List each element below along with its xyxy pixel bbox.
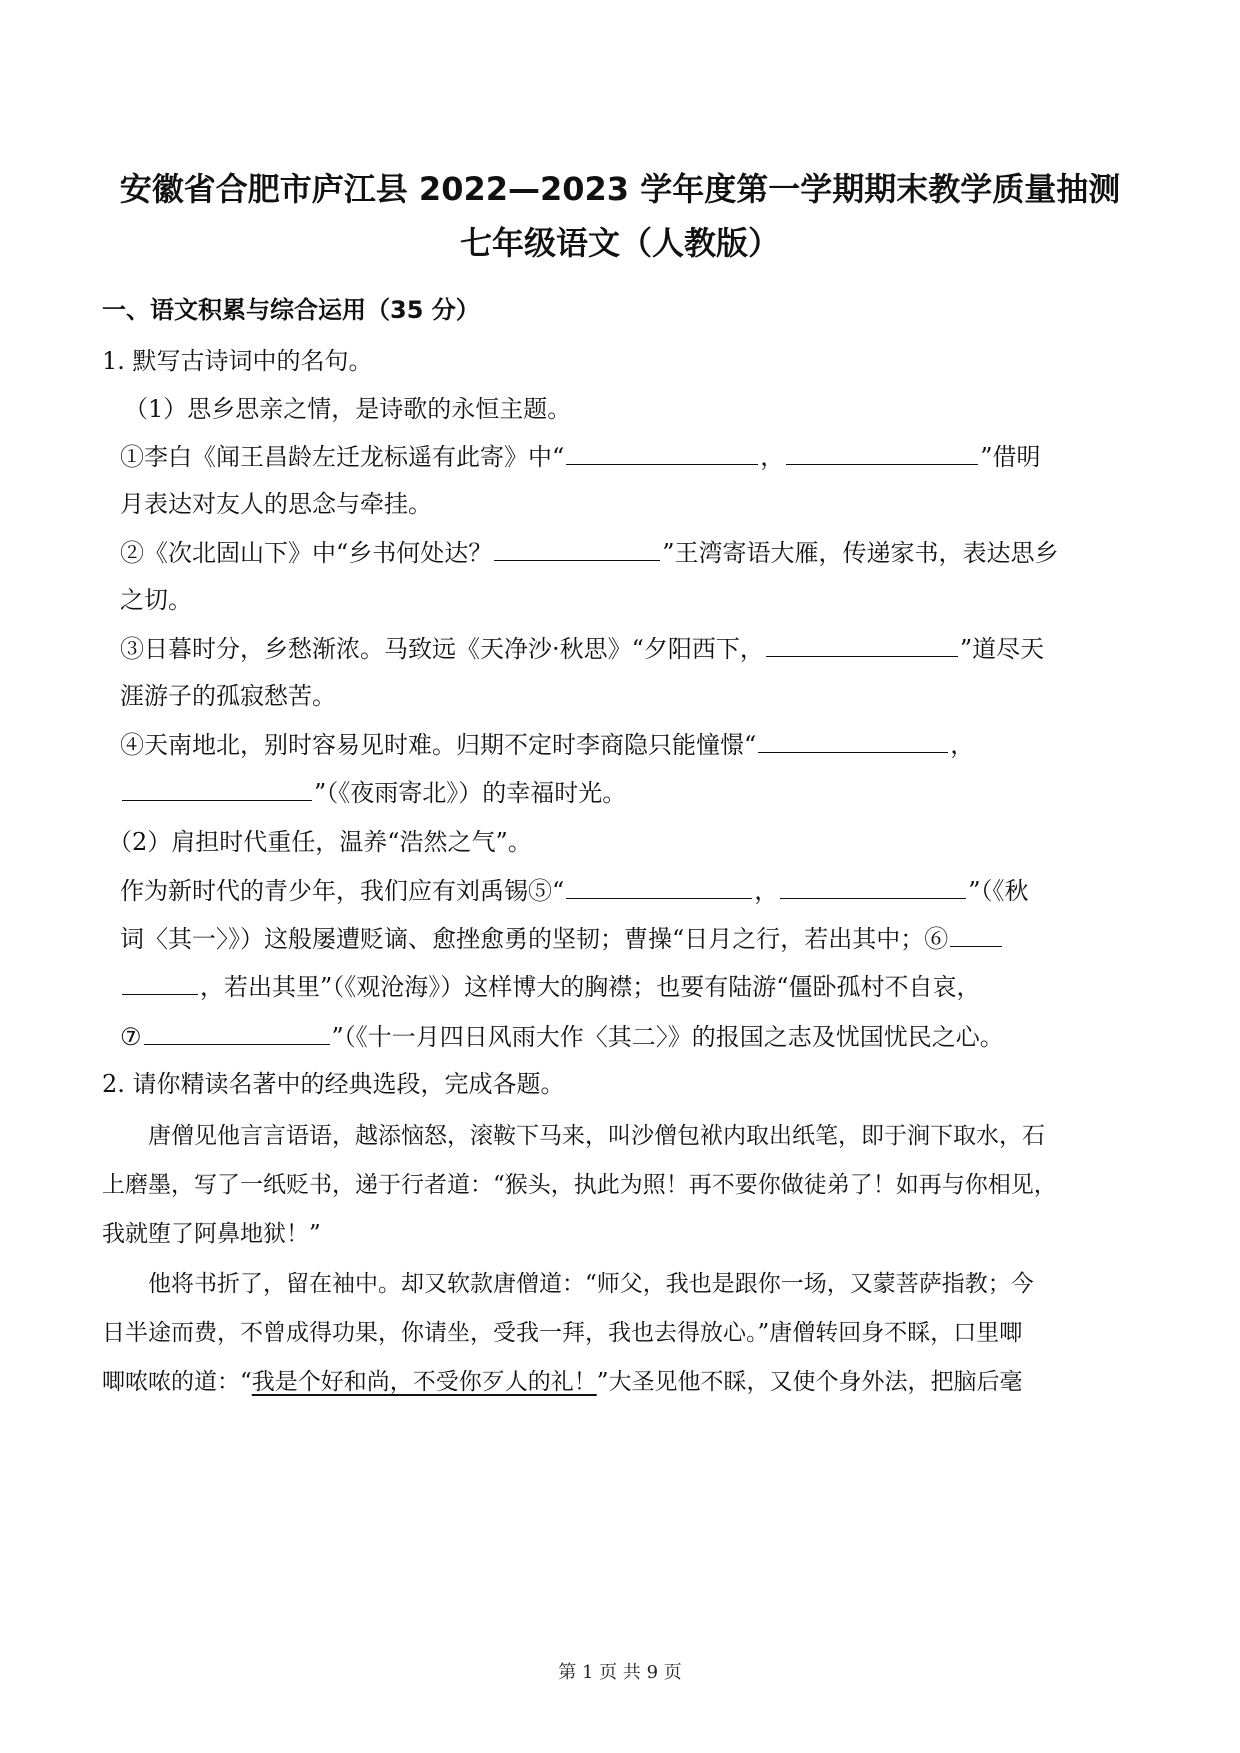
answer-blank-5a[interactable] <box>566 874 752 899</box>
excerpt-p2-text-a: 唧哝哝的道：“ <box>102 1369 252 1395</box>
q1-item7-text-b: ”（《十一月四日风雨大作〈其二〉》的报国之志及忧国忧民之心。 <box>331 1023 1004 1051</box>
excerpt-p1-line2: 上磨墨，写了一纸贬书，递于行者道：“猴头，执此为照！再不要你做徒弟了！如再与你相见， <box>102 1172 1057 1198</box>
q1-item5-text-c: 词〈其一〉》）这般屡遭贬谪、愈挫愈勇的坚韧；曹操“日月之行，若出其中；⑥ <box>120 925 949 953</box>
q1-item3-line2: 涯游子的孤寂愁苦。 <box>120 682 336 710</box>
excerpt-p1-line1: 唐僧见他言言语语，越添恼怒，滚鞍下马来，叫沙僧包袱内取出纸笔，即于涧下取水，石 <box>148 1123 1045 1149</box>
section-heading: 一、语文积累与综合运用（35 分） <box>102 296 480 324</box>
title-line-1: 安徽省合肥市庐江县 2022—2023 学年度第一学期期末教学质量抽测 <box>119 170 1121 208</box>
answer-blank-6b[interactable] <box>122 970 198 995</box>
q1-part2-intro: （2）肩担时代重任，温养“浩然之气”。 <box>108 828 532 856</box>
q1-item6-line <box>120 970 1240 1003</box>
q1-item4-comma: ， <box>950 731 975 759</box>
q1-item5-comma: ， <box>754 877 779 905</box>
q1-item1-text-a: ①李白《闻王昌龄左迁龙标遥有此寄》中“ <box>120 443 565 471</box>
q1-item4-text-b: ”（《夜雨寄北》）的幸福时光。 <box>314 779 627 807</box>
q1-item5-line1 <box>120 874 1240 907</box>
q1-item3-text-b: ”道尽天 <box>959 635 1045 663</box>
excerpt-p2-line2: 日半途而费，不曾成得功果，你请坐，受我一拜，我也去得放心。”唐僧转回身不睬，口里唧 <box>102 1320 1023 1346</box>
q1-item4-text-a: ④天南地北，别时容易见时难。归期不定时李商隐只能憧憬“ <box>120 731 757 759</box>
q1-item2-line1 <box>120 536 1240 569</box>
answer-blank-3[interactable] <box>766 632 958 657</box>
answer-blank-6a[interactable] <box>950 922 1002 947</box>
q1-item6-text-b: ，若出其里”（《观沧海》）这样博大的胸襟；也要有陆游“僵卧孤村不自哀， <box>200 973 981 1001</box>
q1-item4-line2 <box>120 776 1240 809</box>
excerpt-p2-line3 <box>102 1366 1240 1398</box>
answer-blank-1a[interactable] <box>566 440 758 465</box>
q1-item2-text-b: ”王湾寄语大雁，传递家书，表达思乡 <box>662 539 1059 567</box>
answer-blank-7[interactable] <box>144 1020 330 1045</box>
q1-item5-line2 <box>120 922 1240 955</box>
q1-item3-text-a: ③日暮时分，乡愁渐浓。马致远《天净沙·秋思》“夕阳西下， <box>120 635 764 663</box>
answer-blank-5b[interactable] <box>780 874 966 899</box>
q1-item1-text-b: ”借明 <box>980 443 1041 471</box>
excerpt-p2-line1: 他将书折了，留在袖中。却又软款唐僧道：“师父，我也是跟你一场，又蒙菩萨指教；今 <box>148 1271 1034 1297</box>
q1-item7-text-a: ⑦ <box>120 1023 142 1051</box>
q1-item1-comma: ， <box>760 443 785 471</box>
answer-blank-4a[interactable] <box>758 728 948 753</box>
excerpt-p2-text-b: ”大圣见他不睬，又使个身外法，把脑后毫 <box>596 1369 1023 1395</box>
excerpt-p1-line3: 我就堕了阿鼻地狱！” <box>102 1221 321 1247</box>
q1-item2-line2: 之切。 <box>120 586 192 614</box>
title-line-2: 七年级语文（人教版） <box>459 224 780 262</box>
q1-item5-text-a: 作为新时代的青少年，我们应有刘禹锡⑤“ <box>120 877 565 905</box>
q1-item3-line1 <box>120 632 1240 665</box>
q1-item2-text-a: ②《次北固山下》中“乡书何处达？ <box>120 539 493 567</box>
answer-blank-2[interactable] <box>494 536 660 561</box>
q1-item4-line1 <box>120 728 1240 761</box>
q1-part1-intro: （1）思乡思亲之情，是诗歌的永恒主题。 <box>124 395 572 423</box>
underlined-quote: 我是个好和尚，不受你歹人的礼！ <box>251 1369 597 1395</box>
q1-item1-line2: 月表达对友人的思念与牵挂。 <box>120 490 432 518</box>
q1-item7-line <box>120 1020 1240 1053</box>
q1-item5-text-b: ”（《秋 <box>968 877 1029 905</box>
answer-blank-1b[interactable] <box>786 440 978 465</box>
question-1-stem: 1. 默写古诗词中的名句。 <box>102 347 373 375</box>
page-footer: 第 1 页 共 9 页 <box>558 1662 682 1683</box>
answer-blank-4b[interactable] <box>122 776 312 801</box>
q1-item1-line1 <box>120 440 1240 473</box>
question-2-stem: 2. 请你精读名著中的经典选段，完成各题。 <box>102 1070 565 1098</box>
